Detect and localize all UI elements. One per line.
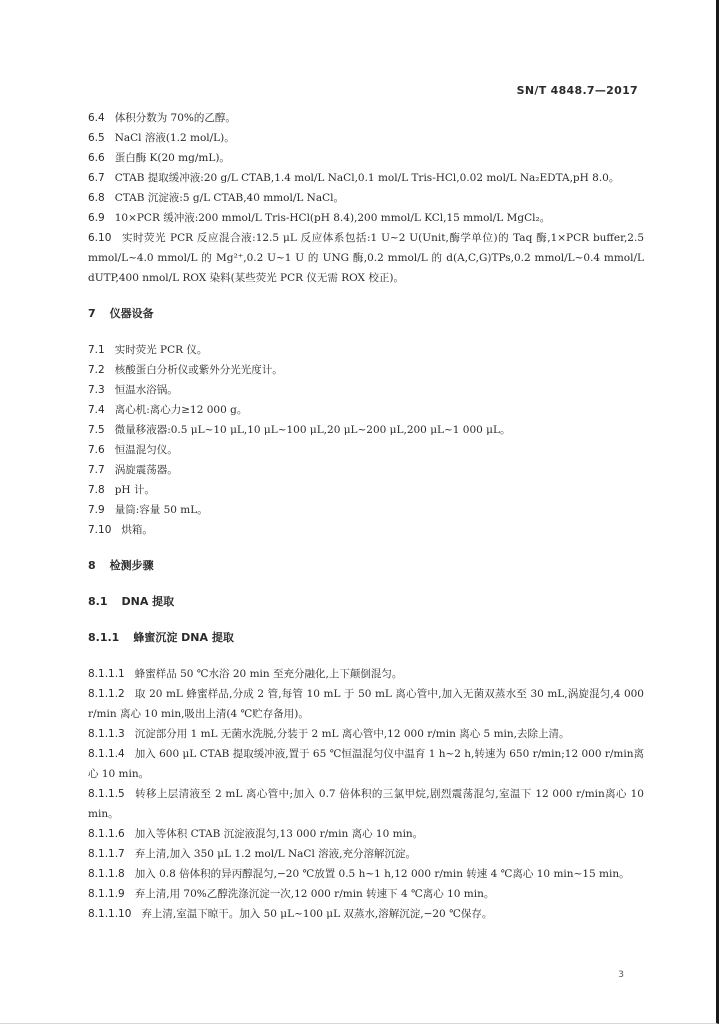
section-heading-7: 7 仪器设备 — [88, 307, 154, 320]
reagent-item: 6.8 CTAB 沉淀液:5 g/L CTAB,40 mmol/L NaCl。 — [88, 192, 345, 204]
equipment-item: 7.9 量筒:容量 50 mL。 — [88, 504, 208, 516]
equipment-item: 7.5 微量移液器:0.5 μL~10 μL,10 μL~100 μL,20 μL~200 μL,200 μL~1 000 μL。 — [88, 424, 511, 436]
procedure-step: 8.1.1.9 弃上清,用 70%乙醇洗涤沉淀一次,12 000 r/min 转速下 4 ℃离心 10 min。 — [88, 888, 495, 900]
equipment-item: 7.7 涡旋震荡器。 — [88, 464, 178, 476]
procedure-step: 8.1.1.4 加入 600 μL CTAB 提取缓冲液,置于 65 ℃恒温混匀仪中温育 1 h~2 h,转速为 650 r/min;12 000 r/min离心 10 min。 — [88, 748, 644, 780]
equipment-item: 7.3 恒温水浴锅。 — [88, 384, 178, 396]
equipment-item: 7.1 实时荧光 PCR 仪。 — [88, 344, 208, 356]
reagent-item: 6.10 实时荧光 PCR 反应混合液:12.5 μL 反应体系包括:1 U~2 U(Unit,酶学单位)的 Taq 酶,1×PCR buffer,2.5 mmol/L~4.0 mmol/L 的 Mg²⁺,0.2 U~1 U 的 UNG 酶,0.2 mmol/L 的 d(A,C,G)TPs,0.2 mmol/L~0.4 mmol/L dUTP,400 nmol/L ROX 染料(某些荧光 PCR 仪无需 ROX 校正)。 — [88, 232, 644, 284]
equipment-item: 7.6 恒温混匀仪。 — [88, 444, 178, 456]
subsection-heading-8-1-1: 8.1.1 蜂蜜沉淀 DNA 提取 — [88, 631, 234, 644]
subsection-heading-8-1: 8.1 DNA 提取 — [88, 595, 175, 608]
page-content — [88, 108, 644, 924]
procedure-step: 8.1.1.5 转移上层清液至 2 mL 离心管中;加入 0.7 倍体积的三氯甲烷,剧烈震荡混匀,室温下 12 000 r/min离心 10 min。 — [88, 788, 644, 820]
section-heading-8: 8 检测步骤 — [88, 559, 154, 572]
reagent-item: 6.6 蛋白酶 K(20 mg/mL)。 — [88, 152, 230, 164]
standard-number: SN/T 4848.7—2017 — [516, 84, 638, 97]
procedure-step: 8.1.1.8 加入 0.8 倍体积的异丙醇混匀,−20 ℃放置 0.5 h~1 h,12 000 r/min 转速 4 ℃离心 10 min~15 min。 — [88, 868, 630, 880]
equipment-item: 7.4 离心机:离心力≥12 000 g。 — [88, 404, 248, 416]
procedure-step: 8.1.1.6 加入等体积 CTAB 沉淀液混匀,13 000 r/min 离心 10 min。 — [88, 828, 424, 840]
equipment-item: 7.2 核酸蛋白分析仪或紫外分光光度计。 — [88, 364, 283, 376]
equipment-item: 7.10 烘箱。 — [88, 524, 153, 536]
reagent-item: 6.7 CTAB 提取缓冲液:20 g/L CTAB,1.4 mol/L NaCl,0.1 mol/L Tris-HCl,0.02 mol/L Na₂EDTA,pH 8.0。 — [88, 172, 620, 184]
procedure-step: 8.1.1.10 弃上清,室温下晾干。加入 50 μL~100 μL 双蒸水,溶解沉淀,−20 ℃保存。 — [88, 908, 493, 920]
procedure-step: 8.1.1.1 蜂蜜样品 50 ℃水浴 20 min 至充分融化,上下颠倒混匀。 — [88, 668, 403, 680]
procedure-step: 8.1.1.3 沉淀部分用 1 mL 无菌水洗脱,分装于 2 mL 离心管中,12 000 r/min 离心 5 min,去除上清。 — [88, 728, 570, 740]
reagent-item: 6.9 10×PCR 缓冲液:200 mmol/L Tris-HCl(pH 8.4),200 mmol/L KCl,15 mmol/L MgCl₂。 — [88, 212, 551, 224]
procedure-step: 8.1.1.2 取 20 mL 蜂蜜样品,分成 2 管,每管 10 mL 于 50 mL 离心管中,加入无菌双蒸水至 30 mL,涡旋混匀,4 000 r/min 离心 10 min,吸出上清(4 ℃贮存备用)。 — [88, 688, 644, 720]
reagent-item: 6.4 体积分数为 70%的乙醇。 — [88, 112, 236, 124]
procedure-step: 8.1.1.7 弃上清,加入 350 μL 1.2 mol/L NaCl 溶液,充分溶解沉淀。 — [88, 848, 416, 860]
page-number: 3 — [618, 970, 624, 980]
equipment-item: 7.8 pH 计。 — [88, 484, 155, 496]
reagent-item: 6.5 NaCl 溶液(1.2 mol/L)。 — [88, 132, 235, 144]
